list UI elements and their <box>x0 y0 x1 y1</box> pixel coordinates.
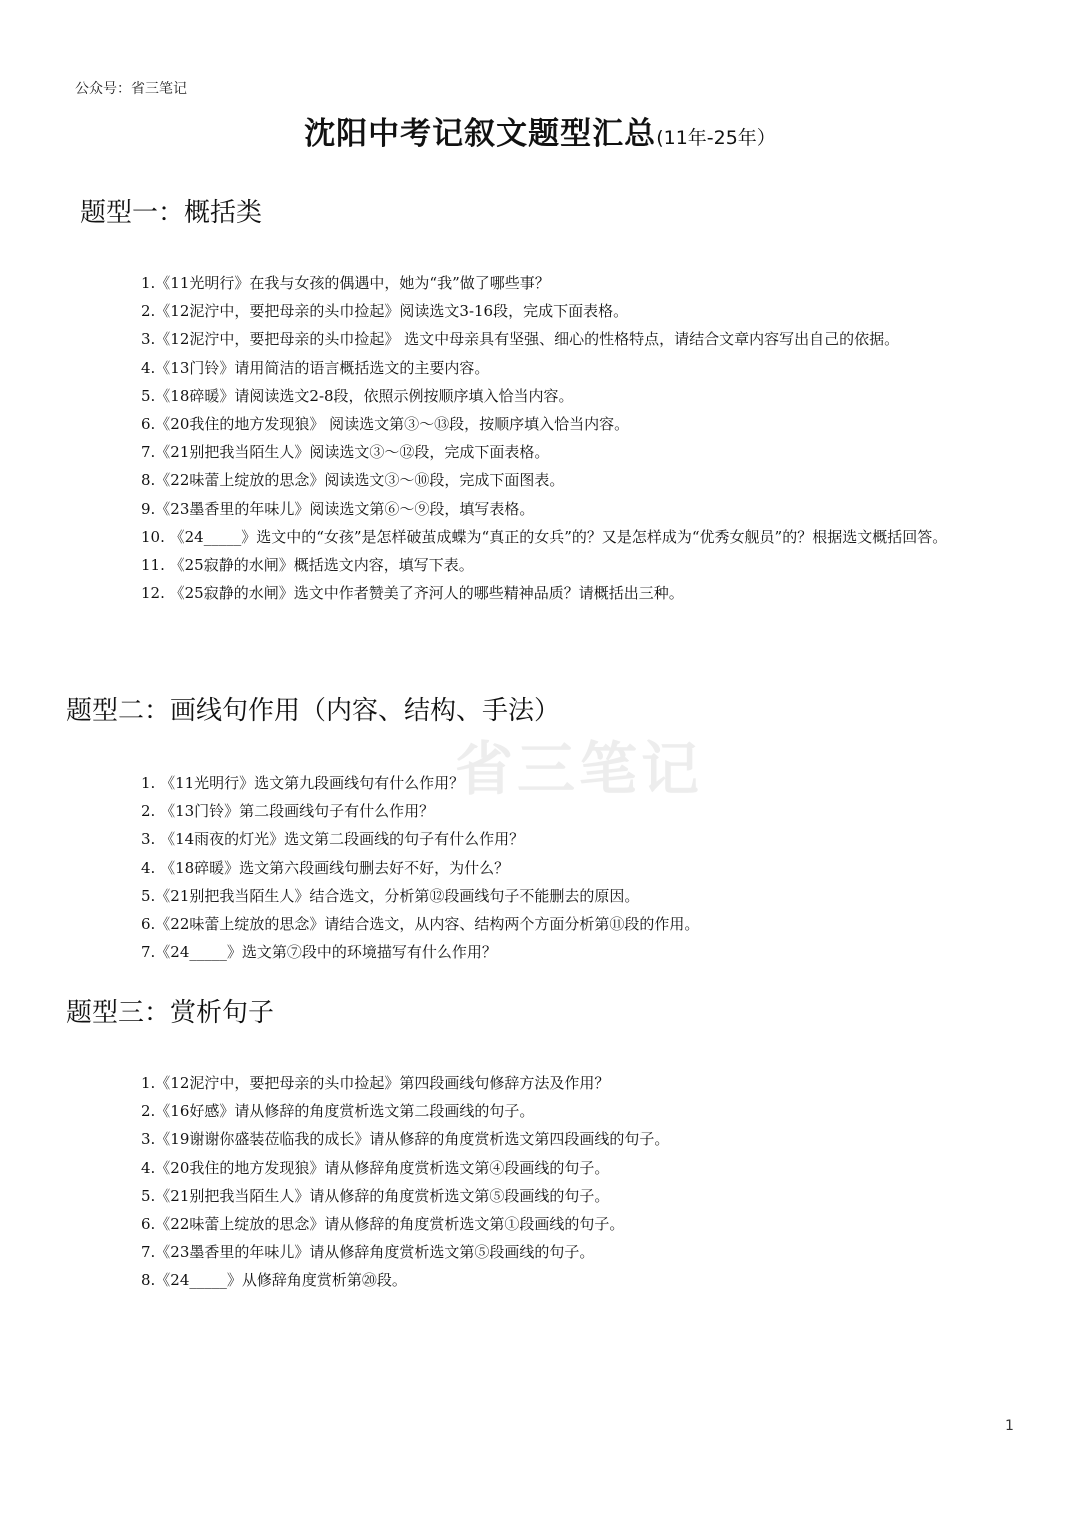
section-heading: 题型二：画线句作用（内容、结构、手法） <box>66 696 561 726</box>
question-item: 1. 《11光明行》选文第九段画线句有什么作用？ <box>141 774 465 792</box>
question-item: 12. 《25寂静的水闸》选文中作者赞美了齐河人的哪些精神品质？请概括出三种。 <box>141 584 684 603</box>
question-item: 2. 《13门铃》第二段画线句子有什么作用？ <box>141 802 435 821</box>
question-item: 8.《22味蕾上绽放的思念》阅读选文③～⑩段，完成下面图表。 <box>141 471 565 490</box>
question-item: 1.《11光明行》在我与女孩的偶遇中，她为“我”做了哪些事？ <box>141 274 550 292</box>
question-item: 6.《22味蕾上绽放的思念》请从修辞的角度赏析选文第①段画线的句子。 <box>141 1215 625 1234</box>
section-summary <box>0 192 1080 607</box>
question-item: 3.《12泥泞中，要把母亲的头巾捡起》 选文中母亲具有坚强、细心的性格特点，请结合文章内容写出自己的依据。 <box>141 330 900 349</box>
question-item: 10. 《24_____》选文中的“女孩”是怎样破茧成蝶为“真正的女兵”的？又是怎样成为“优秀女舰员”的？根据选文概括回答。 <box>141 527 948 546</box>
question-list <box>0 1069 1080 1295</box>
question-item: 6.《22味蕾上绽放的思念》请结合选文，从内容、结构两个方面分析第⑪段的作用。 <box>141 915 700 934</box>
section-heading: 题型三：赏析句子 <box>66 998 275 1028</box>
title-main: 沈阳中考记叙文题型汇总 <box>304 116 657 152</box>
question-list <box>0 769 1080 966</box>
section-sentence-appreciation <box>0 992 1080 1295</box>
question-item: 4.《13门铃》请用简洁的语言概括选文的主要内容。 <box>141 358 490 377</box>
title-sub: (11年-25年） <box>656 127 776 149</box>
question-item: 1.《12泥泞中，要把母亲的头巾捡起》第四段画线句修辞方法及作用？ <box>141 1074 610 1092</box>
question-item: 3.《19谢谢你盛装莅临我的成长》请从修辞的角度赏析选文第四段画线的句子。 <box>141 1130 670 1149</box>
header-note: 公众号：省三笔记 <box>75 81 187 97</box>
question-item: 2.《16好感》请从修辞的角度赏析选文第二段画线的句子。 <box>141 1102 535 1121</box>
page-number: 1 <box>1005 1418 1014 1434</box>
question-item: 5.《21别把我当陌生人》结合选文，分析第⑫段画线句子不能删去的原因。 <box>141 886 640 905</box>
question-item: 9.《23墨香里的年味儿》阅读选文第⑥～⑨段，填写表格。 <box>141 499 535 518</box>
document-title <box>0 108 1080 153</box>
question-item: 3. 《14雨夜的灯光》选文第二段画线的句子有什么作用？ <box>141 830 525 849</box>
watermark: 省三笔记 <box>455 735 704 803</box>
section-underlined-sentence <box>0 690 1080 966</box>
question-item: 6.《20我住的地方发现狼》 阅读选文第③～⑬段，按顺序填入恰当内容。 <box>141 415 630 434</box>
question-item: 7.《21别把我当陌生人》阅读选文③～⑫段，完成下面表格。 <box>141 443 550 462</box>
question-item: 7.《24_____》选文第⑦段中的环境描写有什么作用？ <box>141 943 497 962</box>
question-item: 2.《12泥泞中，要把母亲的头巾捡起》阅读选文3-16段，完成下面表格。 <box>141 302 629 321</box>
section-heading: 题型一：概括类 <box>80 198 263 228</box>
question-item: 8.《24_____》从修辞角度赏析第⑳段。 <box>141 1271 407 1290</box>
question-item: 11. 《25寂静的水闸》概括选文内容，填写下表。 <box>141 556 474 575</box>
question-list <box>0 269 1080 607</box>
question-item: 4. 《18碎暖》选文第六段画线句删去好不好，为什么？ <box>141 858 510 877</box>
question-item: 5.《18碎暖》请阅读选文2-8段，依照示例按顺序填入恰当内容。 <box>141 386 574 405</box>
question-item: 5.《21别把我当陌生人》请从修辞的角度赏析选文第⑤段画线的句子。 <box>141 1186 610 1205</box>
question-item: 7.《23墨香里的年味儿》请从修辞角度赏析选文第⑤段画线的句子。 <box>141 1243 595 1262</box>
question-item: 4.《20我住的地方发现狼》请从修辞角度赏析选文第④段画线的句子。 <box>141 1158 610 1177</box>
